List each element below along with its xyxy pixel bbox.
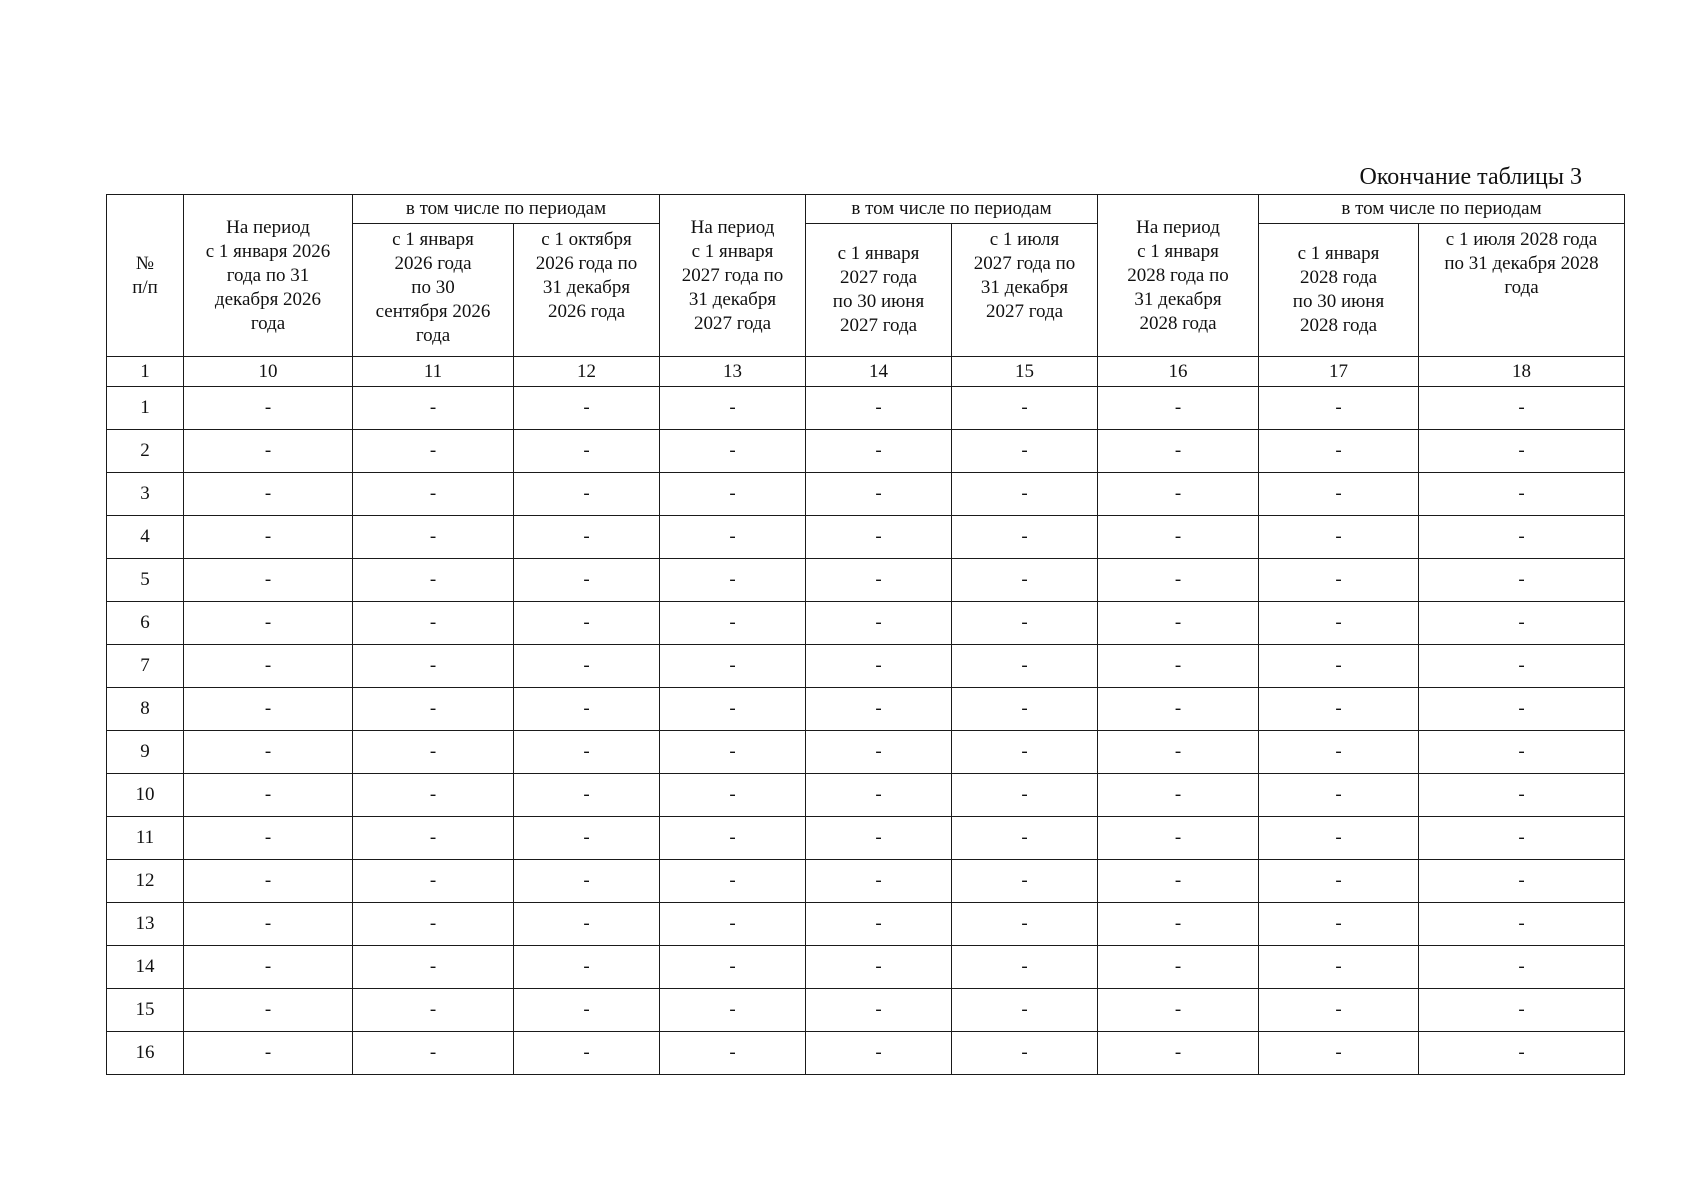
- table-cell: -: [806, 688, 952, 731]
- table-row: [107, 602, 1625, 645]
- table-cell: -: [952, 688, 1098, 731]
- table-cell: -: [1419, 774, 1625, 817]
- table-cell: -: [184, 473, 353, 516]
- table-cell: -: [1098, 387, 1259, 430]
- table-cell: -: [353, 1032, 514, 1075]
- table-row: [107, 1032, 1625, 1075]
- header-2026-sub-2-label: с 1 октября 2026 года по 31 декабря 2026 года: [535, 229, 638, 322]
- table-row: [107, 387, 1625, 430]
- table-cell: -: [660, 387, 806, 430]
- table-cell: -: [184, 774, 353, 817]
- row-number: 13: [107, 903, 184, 946]
- table-row: [107, 946, 1625, 989]
- table-cell: -: [514, 1032, 660, 1075]
- header-total-2026: [184, 195, 353, 357]
- header-2028-sub-1: [1259, 224, 1419, 357]
- header-total-2026-label: На период с 1 января 2026 года по 31 декабря 2026 года: [205, 216, 331, 334]
- row-number: 15: [107, 989, 184, 1032]
- table-cell: -: [660, 430, 806, 473]
- table-cell: -: [184, 903, 353, 946]
- table-cell: -: [514, 645, 660, 688]
- table-cell: -: [660, 903, 806, 946]
- table-cell: -: [184, 1032, 353, 1075]
- table-cell: -: [1098, 946, 1259, 989]
- table-cell: -: [660, 946, 806, 989]
- table-cell: -: [184, 516, 353, 559]
- table-row: [107, 688, 1625, 731]
- table-cell: -: [806, 817, 952, 860]
- table-cell: -: [1259, 860, 1419, 903]
- table-cell: -: [952, 430, 1098, 473]
- table-cell: -: [184, 602, 353, 645]
- table-cell: -: [806, 860, 952, 903]
- table-cell: -: [660, 602, 806, 645]
- row-number: 10: [107, 774, 184, 817]
- table-cell: -: [353, 731, 514, 774]
- column-number: 16: [1098, 357, 1259, 387]
- table-cell: -: [1419, 645, 1625, 688]
- table-cell: -: [1259, 387, 1419, 430]
- header-total-2027-label: На период с 1 января 2027 года по 31 декабря 2027 года: [681, 216, 784, 334]
- table-cell: -: [184, 387, 353, 430]
- table-row: [107, 473, 1625, 516]
- table-cell: -: [514, 430, 660, 473]
- table-cell: -: [353, 516, 514, 559]
- table-cell: -: [952, 559, 1098, 602]
- table-cell: -: [1419, 473, 1625, 516]
- table-cell: -: [806, 473, 952, 516]
- table-cell: -: [184, 731, 353, 774]
- table-cell: -: [353, 387, 514, 430]
- table-row: [107, 860, 1625, 903]
- table-cell: -: [1259, 516, 1419, 559]
- table-cell: -: [660, 817, 806, 860]
- table-cell: -: [1419, 989, 1625, 1032]
- table-cell: -: [1419, 602, 1625, 645]
- table-cell: -: [514, 817, 660, 860]
- table-cell: -: [1259, 731, 1419, 774]
- table-cell: -: [514, 989, 660, 1032]
- table-cell: -: [353, 473, 514, 516]
- row-number: 4: [107, 516, 184, 559]
- table-cell: -: [806, 645, 952, 688]
- row-number: 7: [107, 645, 184, 688]
- table-cell: -: [514, 516, 660, 559]
- header-2027-sub-1-label: с 1 января 2027 года по 30 июня 2027 года: [832, 243, 925, 336]
- row-number: 16: [107, 1032, 184, 1075]
- header-group-2027: в том числе по периодам: [806, 195, 1098, 224]
- row-number: 5: [107, 559, 184, 602]
- row-number: 14: [107, 946, 184, 989]
- column-number: 15: [952, 357, 1098, 387]
- table-cell: -: [1419, 860, 1625, 903]
- table-cell: -: [184, 645, 353, 688]
- table-row: [107, 430, 1625, 473]
- data-table: [106, 194, 1625, 1075]
- table-cell: -: [1259, 559, 1419, 602]
- table-cell: -: [952, 774, 1098, 817]
- column-number: 10: [184, 357, 353, 387]
- column-number: 14: [806, 357, 952, 387]
- table-cell: -: [353, 688, 514, 731]
- table-cell: -: [952, 473, 1098, 516]
- table-cell: -: [353, 430, 514, 473]
- table-cell: -: [1259, 688, 1419, 731]
- table-cell: -: [952, 602, 1098, 645]
- header-group-2028: в том числе по периодам: [1259, 195, 1625, 224]
- table-cell: -: [806, 559, 952, 602]
- header-2028-sub-2-label: с 1 июля 2028 года по 31 декабря 2028 года: [1444, 229, 1599, 298]
- table-cell: -: [806, 602, 952, 645]
- table-row: [107, 817, 1625, 860]
- table-cell: -: [806, 516, 952, 559]
- table-cell: -: [806, 387, 952, 430]
- header-row-1: [107, 195, 1625, 224]
- table-cell: -: [353, 774, 514, 817]
- table-cell: -: [806, 1032, 952, 1075]
- header-2028-sub-2: [1419, 224, 1625, 357]
- table-cell: -: [952, 817, 1098, 860]
- table-cell: -: [184, 430, 353, 473]
- table-cell: -: [660, 1032, 806, 1075]
- table-cell: -: [514, 559, 660, 602]
- table-cell: -: [660, 688, 806, 731]
- table-cell: -: [1259, 903, 1419, 946]
- table-cell: -: [353, 860, 514, 903]
- table-cell: -: [952, 860, 1098, 903]
- table-cell: -: [1098, 817, 1259, 860]
- table-cell: -: [353, 903, 514, 946]
- table-cell: -: [514, 774, 660, 817]
- table-caption: Окончание таблицы 3: [1359, 164, 1582, 190]
- header-2026-sub-1: [353, 224, 514, 357]
- column-number: 11: [353, 357, 514, 387]
- table-cell: -: [952, 989, 1098, 1032]
- table-cell: -: [1419, 1032, 1625, 1075]
- table-cell: -: [1259, 817, 1419, 860]
- table-cell: -: [184, 559, 353, 602]
- table-cell: -: [1098, 602, 1259, 645]
- column-number: 18: [1419, 357, 1625, 387]
- row-number: 6: [107, 602, 184, 645]
- table-cell: -: [514, 387, 660, 430]
- table-cell: -: [353, 559, 514, 602]
- table-cell: -: [514, 688, 660, 731]
- row-number: 9: [107, 731, 184, 774]
- header-num: [107, 195, 184, 357]
- table-cell: -: [1259, 946, 1419, 989]
- table-cell: -: [806, 989, 952, 1032]
- header-2026-sub-1-label: с 1 января 2026 года по 30 сентября 2026 года: [375, 229, 491, 346]
- table-cell: -: [353, 989, 514, 1032]
- table-cell: -: [660, 860, 806, 903]
- table-cell: -: [1098, 731, 1259, 774]
- table-cell: -: [1259, 430, 1419, 473]
- table-cell: -: [1098, 688, 1259, 731]
- table-cell: -: [184, 989, 353, 1032]
- table-cell: -: [1098, 860, 1259, 903]
- table-cell: -: [1419, 731, 1625, 774]
- table-cell: -: [1259, 989, 1419, 1032]
- table-cell: -: [1098, 559, 1259, 602]
- table-cell: -: [1419, 903, 1625, 946]
- column-number: 1: [107, 357, 184, 387]
- table-row: [107, 645, 1625, 688]
- table-cell: -: [660, 645, 806, 688]
- header-2027-sub-1: [806, 224, 952, 357]
- column-number: 12: [514, 357, 660, 387]
- table-cell: -: [353, 645, 514, 688]
- header-2027-sub-2: [952, 224, 1098, 357]
- table-cell: -: [1098, 989, 1259, 1032]
- row-number: 2: [107, 430, 184, 473]
- table-cell: -: [1098, 774, 1259, 817]
- table-cell: -: [952, 946, 1098, 989]
- header-total-2027: [660, 195, 806, 357]
- table-cell: -: [660, 473, 806, 516]
- row-number: 1: [107, 387, 184, 430]
- table-cell: -: [952, 903, 1098, 946]
- table-cell: -: [806, 731, 952, 774]
- table-row: [107, 731, 1625, 774]
- table-cell: -: [514, 903, 660, 946]
- column-number: 17: [1259, 357, 1419, 387]
- table-cell: -: [1419, 946, 1625, 989]
- table-cell: -: [952, 1032, 1098, 1075]
- header-num-label: № п/п: [132, 252, 158, 298]
- table-cell: -: [514, 731, 660, 774]
- table-cell: -: [806, 903, 952, 946]
- table-cell: -: [660, 774, 806, 817]
- table-cell: -: [952, 645, 1098, 688]
- table-cell: -: [660, 559, 806, 602]
- table-cell: -: [514, 860, 660, 903]
- table-row: [107, 559, 1625, 602]
- table-row: [107, 903, 1625, 946]
- header-total-2028: [1098, 195, 1259, 357]
- column-number-row: [107, 357, 1625, 387]
- table-row: [107, 774, 1625, 817]
- table-cell: -: [952, 731, 1098, 774]
- table-cell: -: [1419, 387, 1625, 430]
- table-cell: -: [1098, 473, 1259, 516]
- table-cell: -: [1098, 903, 1259, 946]
- table-cell: -: [353, 817, 514, 860]
- table-cell: -: [184, 817, 353, 860]
- row-number: 12: [107, 860, 184, 903]
- table-cell: -: [660, 989, 806, 1032]
- table-cell: -: [806, 430, 952, 473]
- header-group-2026: в том числе по периодам: [353, 195, 660, 224]
- header-total-2028-label: На период с 1 января 2028 года по 31 декабря 2028 года: [1127, 216, 1229, 334]
- table-cell: -: [184, 860, 353, 903]
- table-cell: -: [660, 731, 806, 774]
- header-2026-sub-2: [514, 224, 660, 357]
- table-cell: -: [806, 774, 952, 817]
- table-cell: -: [806, 946, 952, 989]
- table-cell: -: [1098, 430, 1259, 473]
- table-cell: -: [1419, 817, 1625, 860]
- table-cell: -: [1419, 516, 1625, 559]
- table-cell: -: [514, 946, 660, 989]
- table-cell: -: [353, 946, 514, 989]
- header-2027-sub-2-label: с 1 июля 2027 года по 31 декабря 2027 года: [973, 229, 1076, 322]
- table-cell: -: [660, 516, 806, 559]
- row-number: 3: [107, 473, 184, 516]
- table-cell: -: [1259, 645, 1419, 688]
- header-2028-sub-1-label: с 1 января 2028 года по 30 июня 2028 года: [1292, 243, 1385, 336]
- table-cell: -: [1259, 774, 1419, 817]
- table-cell: -: [1098, 516, 1259, 559]
- table-cell: -: [1419, 559, 1625, 602]
- table-cell: -: [184, 688, 353, 731]
- table-cell: -: [514, 473, 660, 516]
- table-cell: -: [1419, 430, 1625, 473]
- table-row: [107, 989, 1625, 1032]
- table-cell: -: [184, 946, 353, 989]
- column-number: 13: [660, 357, 806, 387]
- table-cell: -: [1259, 602, 1419, 645]
- table-cell: -: [1259, 1032, 1419, 1075]
- table-cell: -: [952, 516, 1098, 559]
- table-cell: -: [1419, 688, 1625, 731]
- row-number: 11: [107, 817, 184, 860]
- table-row: [107, 516, 1625, 559]
- table-cell: -: [1098, 645, 1259, 688]
- table-cell: -: [353, 602, 514, 645]
- table-cell: -: [514, 602, 660, 645]
- table-cell: -: [952, 387, 1098, 430]
- table-cell: -: [1259, 473, 1419, 516]
- table-cell: -: [1098, 1032, 1259, 1075]
- row-number: 8: [107, 688, 184, 731]
